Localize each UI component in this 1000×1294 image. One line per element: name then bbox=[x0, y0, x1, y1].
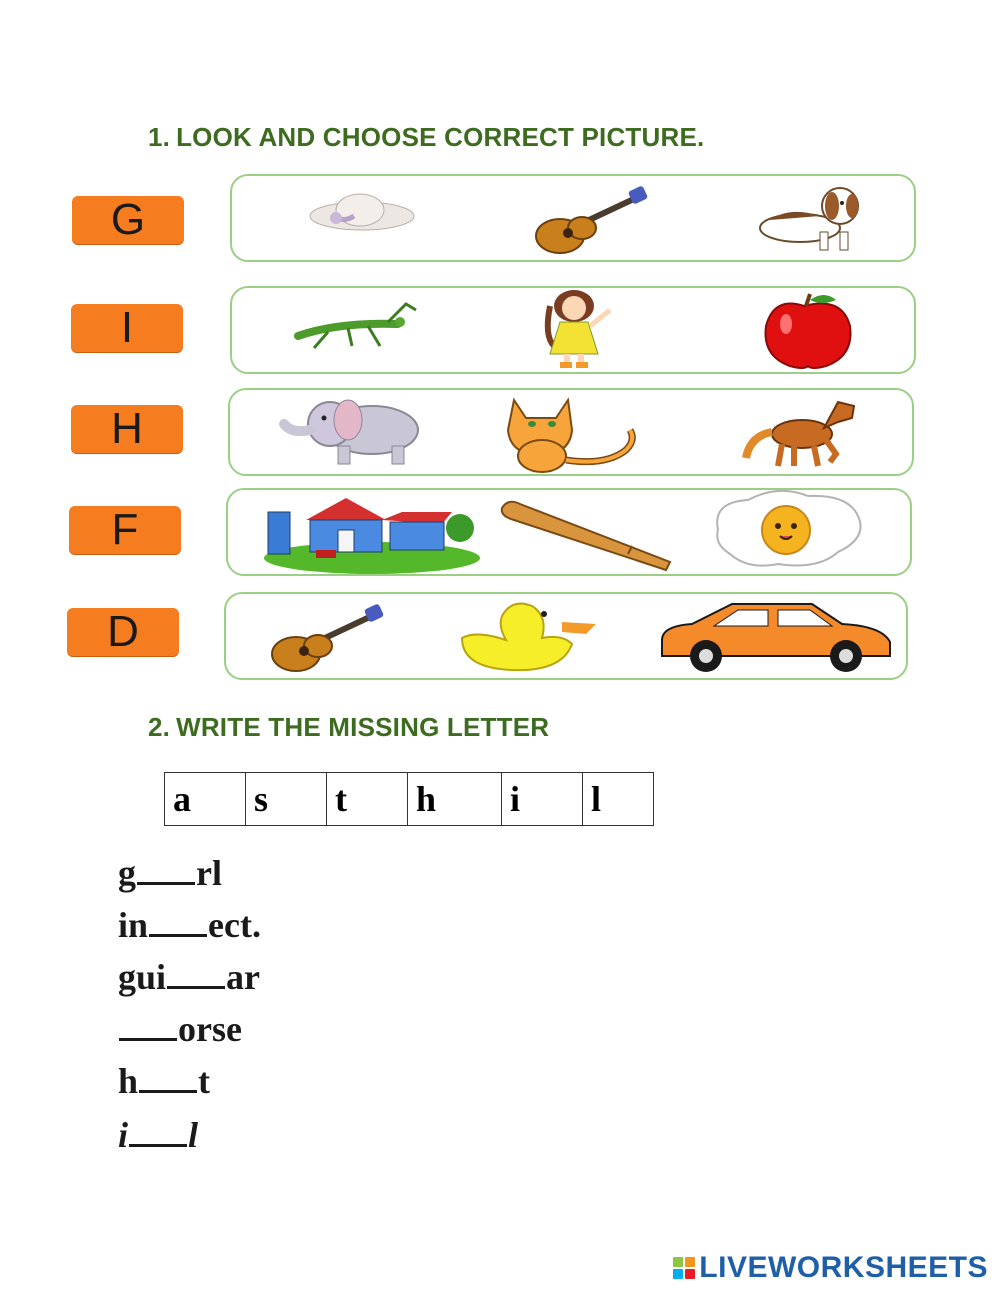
liveworksheets-logo bbox=[673, 1250, 988, 1286]
picture-row-i bbox=[230, 286, 916, 374]
letter-badge-d: D bbox=[67, 608, 179, 656]
word-start: i bbox=[118, 1115, 129, 1155]
egg-picture[interactable] bbox=[698, 490, 878, 574]
word-item bbox=[118, 1008, 242, 1050]
word-end: orse bbox=[178, 1009, 242, 1049]
elephant-picture[interactable] bbox=[262, 390, 442, 474]
picture-row-h bbox=[228, 388, 914, 476]
letter-badge-h: H bbox=[71, 405, 183, 453]
letter-bank-cell: i bbox=[502, 773, 583, 826]
word-item bbox=[118, 1060, 210, 1102]
horse-picture[interactable] bbox=[742, 390, 872, 474]
word-start: h bbox=[118, 1061, 139, 1101]
missing-letter-blank[interactable] bbox=[139, 1060, 197, 1093]
letter-badge-g: G bbox=[72, 196, 184, 244]
letter-bank-cell: t bbox=[327, 773, 408, 826]
letter-badge-i: I bbox=[71, 304, 183, 352]
duck-picture[interactable] bbox=[452, 594, 612, 678]
dog-picture[interactable] bbox=[740, 176, 890, 260]
section-1-heading bbox=[148, 122, 704, 153]
letter-bank-cell: l bbox=[583, 773, 654, 826]
missing-letter-blank[interactable] bbox=[119, 1008, 177, 1041]
word-end: ect. bbox=[208, 905, 261, 945]
hat-picture[interactable] bbox=[292, 176, 422, 260]
letter-bank-cell: h bbox=[408, 773, 502, 826]
guitar-picture[interactable] bbox=[258, 594, 388, 678]
word-start: gui bbox=[118, 957, 167, 997]
logo-mark-icon bbox=[673, 1257, 695, 1279]
word-item bbox=[118, 852, 222, 894]
girl-picture[interactable] bbox=[520, 288, 640, 372]
car-picture[interactable] bbox=[654, 594, 904, 678]
letter-bank bbox=[164, 772, 654, 826]
letter-bank-cell: s bbox=[246, 773, 327, 826]
letter-badge-f: F bbox=[69, 506, 181, 554]
word-end: l bbox=[188, 1115, 199, 1155]
word-start: g bbox=[118, 853, 136, 893]
word-end: ar bbox=[226, 957, 261, 997]
missing-letter-blank[interactable] bbox=[137, 852, 195, 885]
logo-text: LIVEWORKSHEETS bbox=[699, 1251, 988, 1284]
word-item bbox=[118, 1114, 198, 1156]
section-2-number: 2. bbox=[148, 712, 171, 742]
word-item bbox=[118, 904, 261, 946]
section-1-title: LOOK AND CHOOSE CORRECT PICTURE. bbox=[176, 122, 705, 152]
bat-picture[interactable] bbox=[492, 490, 682, 574]
word-end: rl bbox=[196, 853, 222, 893]
missing-letter-blank[interactable] bbox=[167, 956, 225, 989]
word-item bbox=[118, 956, 260, 998]
guitar-picture[interactable] bbox=[522, 176, 652, 260]
missing-letter-blank[interactable] bbox=[129, 1114, 187, 1147]
apple-picture[interactable] bbox=[732, 288, 882, 372]
word-end: t bbox=[198, 1061, 211, 1101]
word-start: in bbox=[118, 905, 149, 945]
section-1-number: 1. bbox=[148, 122, 171, 152]
picture-row-g bbox=[230, 174, 916, 262]
section-2-heading bbox=[148, 712, 549, 743]
insect-picture[interactable] bbox=[288, 288, 418, 372]
missing-letter-blank[interactable] bbox=[149, 904, 207, 937]
picture-row-f bbox=[226, 488, 912, 576]
cat-picture[interactable] bbox=[502, 390, 672, 474]
letter-bank-cell: a bbox=[165, 773, 246, 826]
farm-picture[interactable] bbox=[262, 490, 482, 574]
section-2-title: WRITE THE MISSING LETTER bbox=[176, 712, 550, 742]
picture-row-d bbox=[224, 592, 908, 680]
